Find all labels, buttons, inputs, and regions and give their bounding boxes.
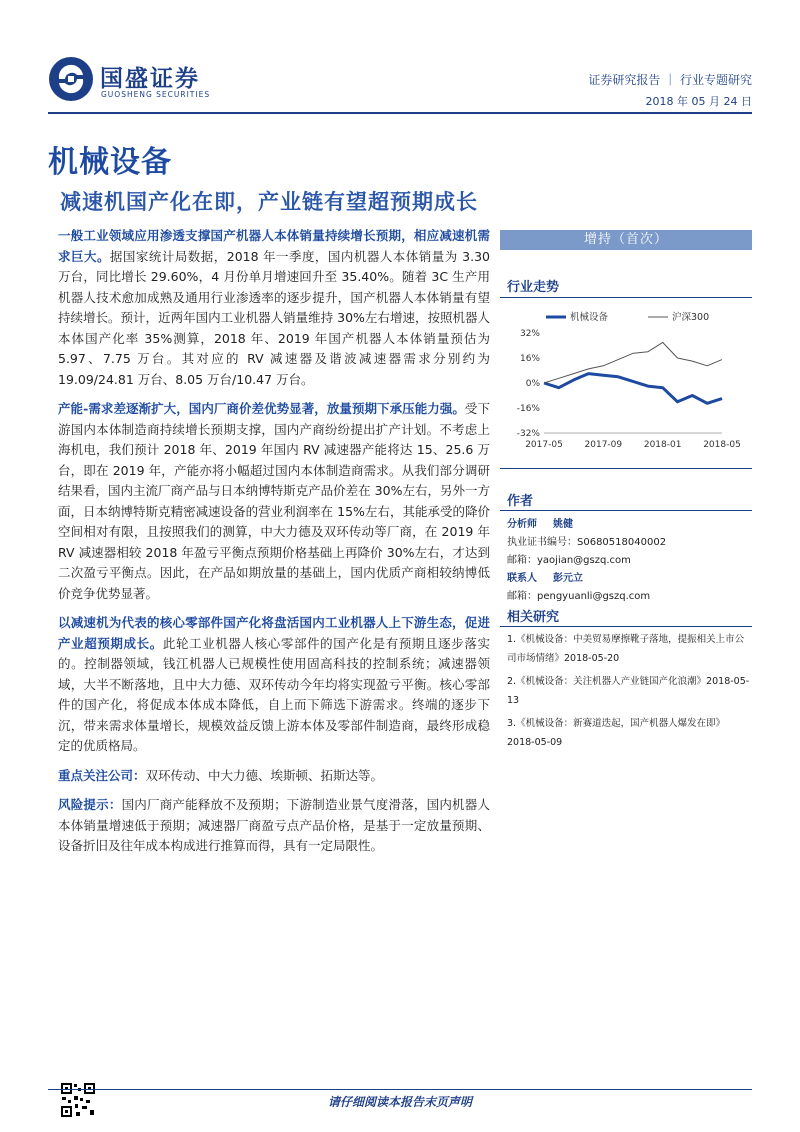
footer-disclaimer: 请仔细阅读本报告末页声明 [327,1095,472,1109]
contact-line [507,570,752,588]
y-tick-label: 16% [519,354,540,364]
paragraph-2-lead: 产能-需求差逐渐扩大，国内厂商价差优势显著，放量预期下承压能力强。 [58,401,465,416]
x-tick-label: 2018-01 [643,440,682,450]
rating-badge: 增持（首次） [500,230,752,250]
key-companies-text: 双环传动、中大力德、埃斯顿、拓斯达等。 [145,767,384,783]
analyst-line [507,516,752,534]
paragraph-4 [58,766,490,787]
contact-email[interactable]: pengyuanli@gszq.com [537,591,651,602]
paragraph-3-lead: 以减速机为代表的核心零部件国产化将盘活国内工业机器人上下游生态，促进产业超预期成长。 [58,615,490,651]
paragraph-1-lead: 一般工业领域应用渗透支撑国产机器人本体销量持续增长预期，相应减速机需求巨大。 [58,228,490,264]
paragraph-1 [58,226,490,390]
legend-label: 沪深300 [672,312,710,323]
analyst-email-line [507,552,752,570]
contact-email-line [507,588,752,606]
contact-role: 联系人 [507,573,537,584]
author-info [507,516,752,606]
legend-label: 机械设备 [570,312,609,323]
key-companies-label: 重点关注公司： [58,767,146,783]
report-date: 2018 年 05 月 24 日 [645,95,752,108]
analyst-role: 分析师 [507,519,537,530]
related-section-title: 相关研究 [507,610,560,625]
x-tick-label: 2017-05 [525,440,563,450]
author-section-rule [500,510,752,511]
license-number: S0680518040002 [577,537,667,548]
contact-email-label: 邮箱： [507,591,537,602]
author-section-title: 作者 [507,494,534,509]
trend-section-rule [500,297,752,298]
related-item[interactable]: 1.《机械设备：中美贸易摩擦靴子落地，提振相关上市公司市场情绪》2018-05-20 [507,634,745,664]
header-divider [48,112,752,114]
body-text [58,226,490,866]
risk-text: 国内厂商产能释放不及预期；下游制造业景气度滑落，国内机器人本体销量增速低于预期；减速器厂商盈亏点产品价格，是基于一定放量预期、设备折旧及往年成本构成进行推算而得，具有一定局限性。 [58,797,490,853]
logo-icon [48,56,94,102]
x-tick-label: 2017-09 [584,440,623,450]
company-name-en: GUOSHENG SECURITIES [101,90,211,99]
y-tick-label: 32% [519,329,540,339]
y-tick-label: -32% [516,429,540,439]
contact-name: 彭元立 [553,573,583,584]
related-item[interactable]: 3.《机械设备：新赛道迭起，国产机器人爆发在即》2018-05-09 [507,718,726,748]
analyst-name: 姚健 [553,519,573,530]
paragraph-2 [58,399,490,604]
related-research-list [507,630,752,756]
related-section-rule [500,626,752,627]
paragraph-3-text: 此轮工业机器人核心零部件的国产化是有预期且逐步落实的。控制器领域，钱江机器人已规模性使用固高科技的控制系统；减速器领域，大半不断落地，且中大力德、双环传动今年均将实现盈亏平衡。核心零部件的国产化，将促成本体成本降低，自上而下筛选下游需求。终端的逐步下沉，带来需求体量增长，规模效益反馈上游本体及零部件制造商，最终形成稳定的优质格局。 [58,635,490,753]
document-type: 证券研究报告 ｜ 行业专题研究 [588,73,752,87]
paragraph-2-text: 受下游国内本体制造商持续增长预期支撑，国内产商纷纷提出扩产计划。不考虑上海机电，我们预计 2018 年、2019 年国内 RV 减速器产能将达 15、25.6 万台，即在 2019 年，产能亦将小幅超过国内本体制造商需求。从我们部分调研结果看，国内主流厂商产品与日本纳博特斯克产品价差在 30%左右，另外一方面，日本纳博特斯克精密减速设备的营业利润率在 15%左右，其能承受的降价空间相对有限，且按照我们的测算，中大力德及双环传动等厂商，在 2019 年 RV 减速器相较 2018 年盈亏平衡点预期价格基础上再降价 30%左右，才达到二次盈亏平衡点。因此，在产品如期放量的基础上，国内优质产商相较纳博低价竞争优势显著。 [58,401,490,601]
analyst-email-label: 邮箱： [507,555,537,566]
series-line-machinery [544,374,722,404]
analyst-email[interactable]: yaojian@gszq.com [537,555,631,566]
footer-divider [48,1089,752,1090]
risk-label: 风险提示： [58,797,122,812]
paragraph-3 [58,613,490,757]
y-tick-label: 0% [525,379,540,389]
company-name-cn: 国盛证券 [100,66,200,92]
report-headline: 减速机国产化在即，产业链有望超预期成长 [60,190,478,214]
paragraph-1-text: 据国家统计局数据，2018 年一季度，国内机器人本体销量为 3.30 万台，同比增长 29.60%，4 月份单月增速回升至 35.40%。随着 3C 生产用机器人技术愈加成熟及通用行业渗透率的逐步提升，国产机器人本体销量有望持续增长。预计，近两年国内工业机器人销量维持 30%左右增速，按照机器人本体国产化率 35%测算，2018 年、2019 年国产机器人本体销量预估为 5.97、7.75 万台。其对应的 RV 减速器及谐波减速器需求分别约为 19.09/24.81 万台、8.05 万台/10.47 万台。 [58,248,490,387]
industry-trend-chart [500,305,752,455]
trend-section-title: 行业走势 [507,280,560,295]
industry-title: 机械设备 [48,145,172,180]
chart-bottom-rule [500,468,752,469]
license-line [507,534,752,552]
y-tick-label: -16% [516,404,540,414]
license-label: 执业证书编号： [507,537,577,548]
paragraph-5 [58,795,490,857]
x-tick-label: 2018-05 [703,440,741,450]
related-item[interactable]: 2.《机械设备：关注机器人产业链国产化浪潮》2018-05-13 [507,676,750,706]
series-line-hs300 [544,342,722,383]
